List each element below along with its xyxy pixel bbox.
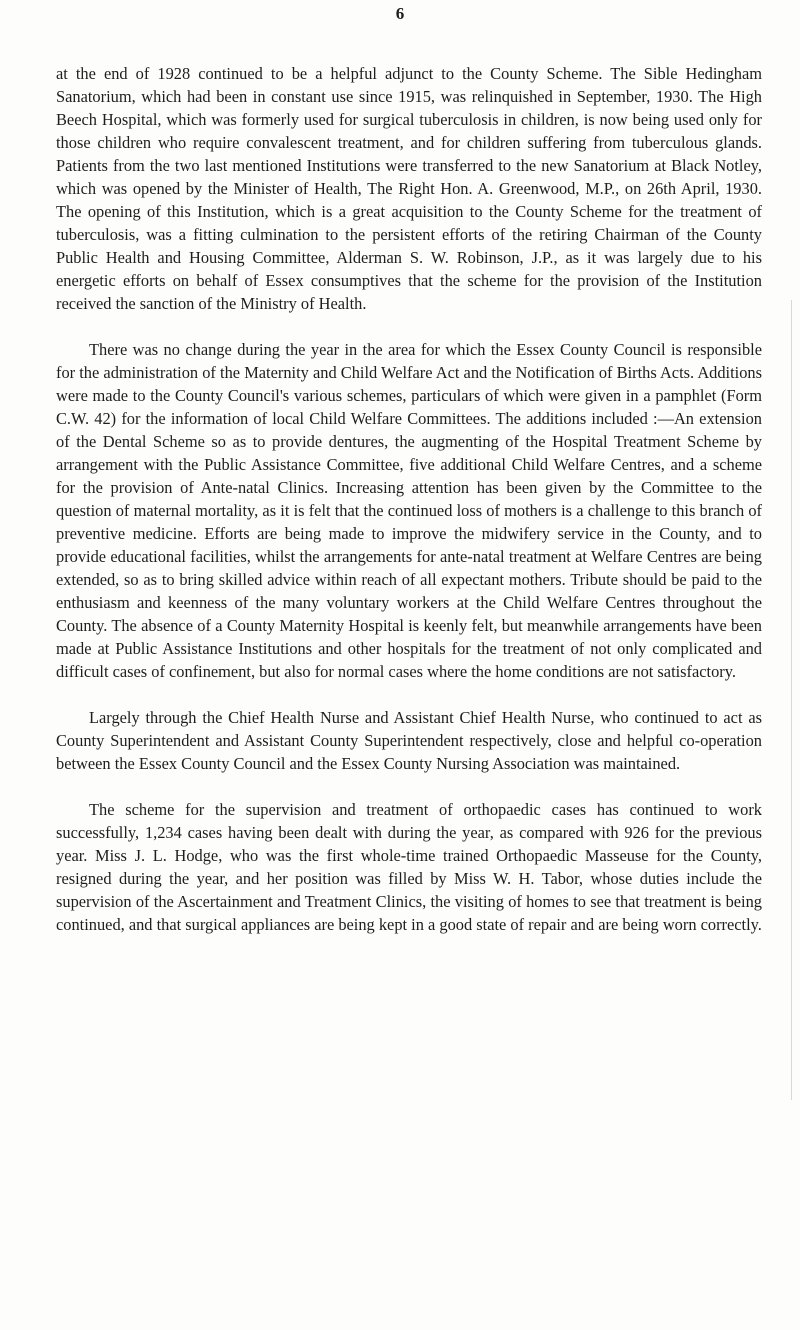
body-text xyxy=(56,62,762,959)
paragraph-tuberculosis-institutions: at the end of 1928 continued to be a helpful adjunct to the County Scheme. The Sible Hedingham Sanatorium, which had been in constant use since 1915, was relinquished in September, 1930. The High Beech Hospital, which was formerly used for surgical tuberculosis in children, is now being used only for those children who require convalescent treatment, and for children suffering from tuberculous glands. Patients from the two last mentioned Institutions were transferred to the new Sanatorium at Black Notley, which was opened by the Minister of Health, The Right Hon. A. Greenwood, M.P., on 26th April, 1930. The opening of this Institution, which is a great acquisition to the County Scheme for the treatment of tuberculosis, was a fitting culmination to the persistent efforts of the retiring Chairman of the County Public Health and Housing Committee, Alderman S. W. Robinson, J.P., as it was largely due to his energetic efforts on behalf of Essex consumptives that the scheme for the provision of the Institution received the sanction of the Ministry of Health. xyxy=(56,64,762,313)
page-number: 6 xyxy=(395,4,405,23)
paragraph-orthopaedic-scheme: The scheme for the supervision and treatment of orthopaedic cases has continued to work successfully, 1,234 cases having been dealt with during the year, as compared with 926 for the previous year. Miss J. L. Hodge, who was the first whole-time trained Orthopaedic Masseuse for the County, resigned during the year, and her position was filled by Miss W. H. Tabor, whose duties include the supervision of the Ascertainment and Treatment Clinics, the visiting of homes to see that treatment is being continued, and that surgical appliances are being kept in a good state of repair and are being worn correctly. xyxy=(56,800,762,934)
paragraph-nursing-association: Largely through the Chief Health Nurse and Assistant Chief Health Nurse, who continued to act as County Superintendent and Assistant County Superintendent respectively, close and helpful co-operation between the Essex County Council and the Essex County Nursing Association was maintained. xyxy=(56,708,762,773)
page-edge-shadow xyxy=(791,300,792,1100)
paragraph-maternity-child-welfare: There was no change during the year in the area for which the Essex County Council is responsible for the administration of the Maternity and Child Welfare Act and the Notification of Births Acts. Additions were made to the County Council's various schemes, particulars of which were given in a pamphlet (Form C.W. 42) for the information of local Child Welfare Committees. The additions included :—An extension of the Dental Scheme so as to provide dentures, the augmenting of the Hospital Treatment Scheme by arrangement with the Public Assistance Committee, five additional Child Welfare Centres, and a scheme for the provision of Ante-natal Clinics. Increasing attention has been given by the Committee to the question of maternal mortality, as it is felt that the continued loss of mothers is a challenge to this branch of preventive medicine. Efforts are being made to improve the midwifery service in the County, and to provide educational facilities, whilst the arrangements for ante-natal treatment at Welfare Centres are being extended, so as to bring skilled advice within reach of all expectant mothers. Tribute should be paid to the enthusiasm and keenness of the many voluntary workers at the Child Welfare Centres throughout the County. The absence of a County Maternity Hospital is keenly felt, but meanwhile arrangements have been made at Public Assistance Institutions and other hospitals for the treatment of not only complicated and difficult cases of confinement, but also for normal cases where the home conditions are not satisfactory. xyxy=(56,340,762,681)
